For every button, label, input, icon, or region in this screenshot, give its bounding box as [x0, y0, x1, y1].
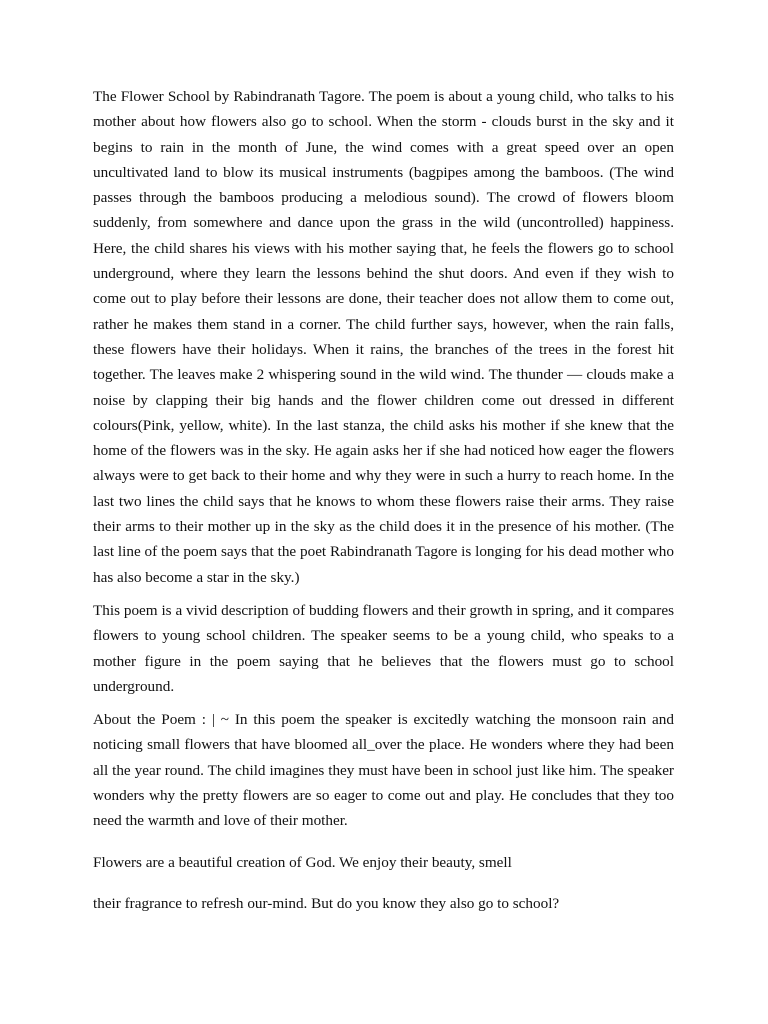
paragraph-description: This poem is a vivid description of budding flowers and their growth in spring, and it compares flowers to young school children. The speaker seems to be a young child, who speaks to a mother figure in the poem saying that he believes that the flowers must go to school underground. [93, 601, 674, 695]
paragraph-flowers-question: their fragrance to refresh our-mind. But do you know they also go to school? [93, 894, 560, 912]
paragraph-summary: The Flower School by Rabindranath Tagore. The poem is about a young child, who talks to his mother about how flowers also go to school. When the storm - clouds burst in the sky and it begins to rain in the month of June, the wind comes with a great speed over an open uncultivated land to blow its musical instruments (bagpipes among the bamboos. (The wind passes through the bamboos producing a melodious sound). The crowd of flowers bloom suddenly, from somewhere and dance upon the grass in the wild (uncontrolled) happiness. Here, the child shares his views with his mother saying that, he feels the flowers go to school underground, where they learn the lessons behind the shut doors. And even if they wish to come out to play before their lessons are done, their teacher does not allow them to come out, rather he makes them stand in a corner. The child further says, however, when the rain falls, these flowers have their holidays. When it rains, the branches of the trees in the forest hit together. The leaves make 2 whispering sound in the wild wind. The thunder — clouds make a noise by clapping their big hands and the flower children come out dressed in different colours(Pink, yellow, white). In the last stanza, the child asks his mother if she knew that the home of the flowers was in the sky. He again asks her if she had noticed how eager the flowers always were to get back to their home and why they were in such a hurry to reach home. In the last two lines the child says that he knows to whom these flowers raise their arms. They raise their arms to their mother up in the sky as the child does it in the presence of his mother. (The last line of the poem says that the poet Rabindranath Tagore is longing for his dead mother who has also become a star in the sky.) [93, 88, 674, 586]
document-page [93, 84, 674, 924]
paragraph-about-poem: About the Poem : | ~ In this poem the speaker is excitedly watching the monsoon rain and noticing small flowers that have bloomed all_over the place. He wonders where they had been all the year round. The child imagines they must have been in school just like him. The speaker wonders why the pretty flowers are so eager to come out and play. He concludes that they too need the warmth and love of their mother. [93, 711, 674, 830]
paragraph-flowers-intro: Flowers are a beautiful creation of God. We enjoy their beauty, smell [93, 853, 512, 871]
